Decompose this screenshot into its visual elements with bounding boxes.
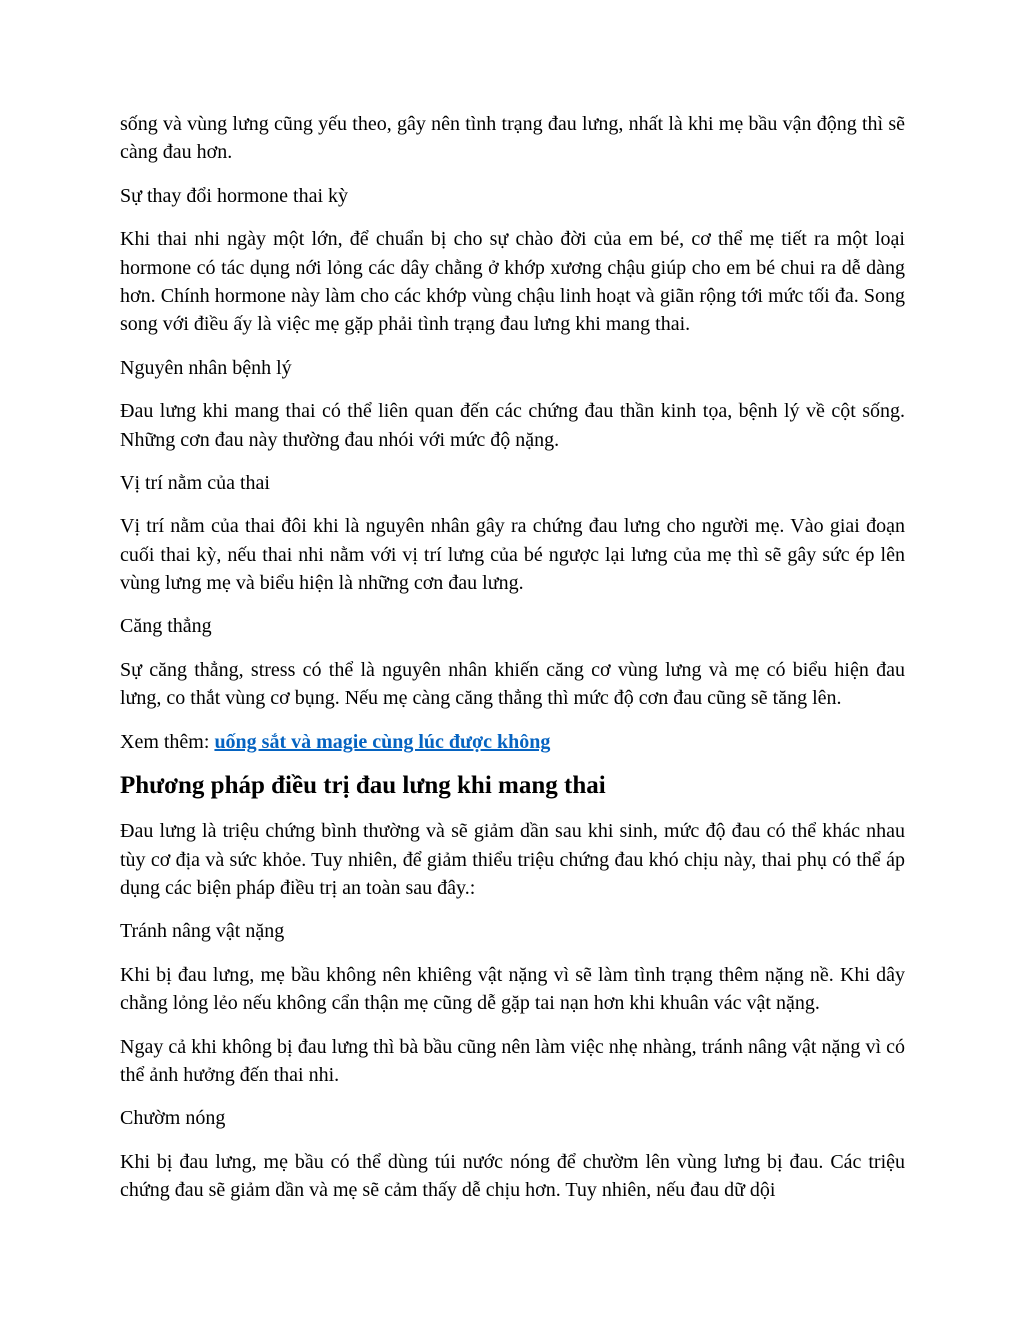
subheading-stress: Căng thẳng	[120, 615, 212, 638]
paragraph-avoid-heavy-lifting-2: Ngay cả khi không bị đau lưng thì bà bầu cũng nên làm việc nhẹ nhàng, tránh nâng vật nặng vì có thể ảnh hưởng đến thai nhi.	[120, 1035, 905, 1087]
subheading-hot-compress: Chườm nóng	[120, 1107, 226, 1130]
paragraph-stress: Sự căng thẳng, stress có thể là nguyên nhân khiến căng cơ vùng lưng và mẹ có biểu hiện đau lưng, co thắt vùng cơ bụng. Nếu mẹ càng căng thẳng thì mức độ cơn đau cũng sẽ tăng lên.	[120, 658, 905, 710]
paragraph-pathology: Đau lưng khi mang thai có thể liên quan đến các chứng đau thần kinh tọa, bệnh lý về cột sống. Những cơn đau này thường đau nhói với mức độ nặng.	[120, 400, 905, 451]
paragraph-hormone: Khi thai nhi ngày một lớn, để chuẩn bị cho sự chào đời của em bé, cơ thể mẹ tiết ra một loại hormone có tác dụng nới lỏng các dây chằng ở khớp xương chậu giúp cho em bé chui ra dễ dàng hơn. Chính hormone này làm cho các khớp vùng chậu linh hoạt và giãn rộng tới mức tối đa. Song song với điều ấy là việc mẹ gặp phải tình trạng đau lưng khi mang thai.	[120, 228, 905, 336]
subheading-hormone-change: Sự thay đổi hormone thai kỳ	[120, 184, 349, 207]
see-more-paragraph	[120, 728, 905, 756]
see-more-link[interactable]: uống sắt và magie cùng lúc được không	[214, 730, 551, 753]
section-heading-treatment: Phương pháp điều trị đau lưng khi mang thai	[120, 772, 606, 800]
paragraph-hot-compress: Khi bị đau lưng, mẹ bầu có thể dùng túi nước nóng để chườm lên vùng lưng bị đau. Các triệu chứng đau sẽ giảm dần và mẹ sẽ cảm thấy dễ chịu hơn. Tuy nhiên, nếu đau dữ dội	[120, 1150, 905, 1202]
subheading-fetal-position: Vị trí nằm của thai	[120, 471, 270, 494]
subheading-pathology: Nguyên nhân bệnh lý	[120, 356, 292, 379]
paragraph-avoid-heavy-lifting-1: Khi bị đau lưng, mẹ bầu không nên khiêng vật nặng vì sẽ làm tình trạng thêm nặng nề. Khi dây chằng lỏng lẻo nếu không cẩn thận mẹ cũng dễ gặp tai nạn hơn khi khuân vác vật nặng.	[120, 963, 905, 1015]
paragraph-treatment-intro: Đau lưng là triệu chứng bình thường và sẽ giảm dần sau khi sinh, mức độ đau có thể khác nhau tùy cơ địa và sức khỏe. Tuy nhiên, để giảm thiểu triệu chứng đau khó chịu này, thai phụ có thể áp dụng các biện pháp điều trị an toàn sau đây.:	[120, 820, 905, 900]
subheading-avoid-heavy-lifting: Tránh nâng vật nặng	[120, 920, 285, 943]
see-more-label: Xem thêm:	[120, 730, 215, 753]
paragraph-fetal-position: Vị trí nằm của thai đôi khi là nguyên nhân gây ra chứng đau lưng cho người mẹ. Vào giai đoạn cuối thai kỳ, nếu thai nhi nằm với vị trí lưng của bé ngược lại lưng của mẹ thì sẽ gây sức ép lên vùng lưng mẹ và biểu hiện là những cơn đau lưng.	[120, 515, 905, 595]
paragraph-continuation: sống và vùng lưng cũng yếu theo, gây nên tình trạng đau lưng, nhất là khi mẹ bầu vận động thì sẽ càng đau hơn.	[120, 113, 905, 164]
